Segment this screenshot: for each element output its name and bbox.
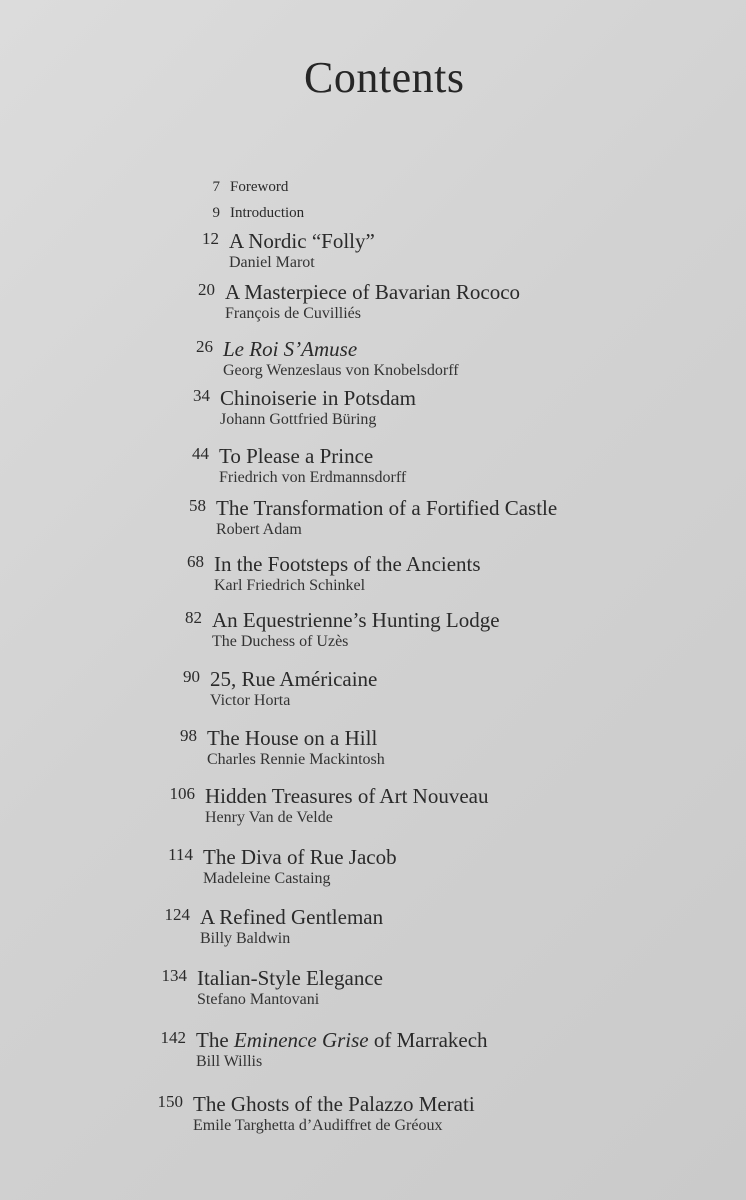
toc-entry <box>160 1028 488 1071</box>
toc-row <box>185 608 500 633</box>
toc-entry <box>185 608 500 651</box>
chapter-title: The Transformation of a Fortified Castle <box>216 496 558 520</box>
chapter-title: Foreword <box>230 179 289 195</box>
page-number: 114 <box>168 845 193 864</box>
author-name: Charles Rennie Mackintosh <box>207 751 385 768</box>
toc-entry <box>193 386 416 429</box>
toc-entry <box>157 1092 475 1135</box>
toc-entry <box>180 726 385 769</box>
chapter-title: Hidden Treasures of Art Nouveau <box>205 784 489 808</box>
toc-entry <box>164 905 384 948</box>
author-name: Johann Gottfried Büring <box>220 411 377 428</box>
toc-row <box>160 1028 488 1053</box>
toc-row <box>180 726 385 751</box>
page-number: 34 <box>193 386 210 405</box>
page-number: 98 <box>180 726 197 745</box>
toc-row <box>198 280 521 305</box>
toc-row <box>187 552 481 577</box>
chapter-title: To Please a Prince <box>219 444 374 468</box>
chapter-title: Introduction <box>230 205 305 221</box>
author-name: Daniel Marot <box>229 254 315 271</box>
author-name: Friedrich von Erdmannsdorff <box>219 469 407 486</box>
page-number: 134 <box>161 966 187 985</box>
chapter-title: A Nordic “Folly” <box>229 229 375 253</box>
chapter-title: Chinoiserie in Potsdam <box>220 386 416 410</box>
toc-entry <box>212 179 289 196</box>
toc-row <box>164 905 384 930</box>
chapter-title: In the Footsteps of the Ancients <box>214 552 481 576</box>
toc-row <box>192 444 406 469</box>
toc-row <box>212 179 289 196</box>
toc-entry <box>187 552 481 595</box>
chapter-title: A Masterpiece of Bavarian Rococo <box>225 280 521 304</box>
page-number: 26 <box>196 337 213 356</box>
author-name: Billy Baldwin <box>200 930 291 947</box>
page-number: 68 <box>187 552 204 571</box>
page-number: 7 <box>212 179 220 195</box>
toc-entry <box>196 337 459 380</box>
toc-row <box>196 337 459 362</box>
author-name: Stefano Mantovani <box>197 991 320 1008</box>
chapter-title: 25, Rue Américaine <box>210 667 378 691</box>
chapter-title: The Ghosts of the Palazzo Merati <box>193 1092 475 1116</box>
page-number: 20 <box>198 280 215 299</box>
toc-row <box>169 784 489 809</box>
toc-entry <box>202 229 375 272</box>
toc-row <box>202 229 375 254</box>
toc-entry <box>198 280 521 323</box>
author-name: Madeleine Castaing <box>203 870 331 887</box>
page-number: 106 <box>169 784 195 803</box>
page-number: 124 <box>164 905 190 924</box>
toc-entry <box>183 667 378 710</box>
toc-row <box>161 966 383 991</box>
chapter-title-prefix: The <box>196 1028 234 1052</box>
chapter-title: The House on a Hill <box>207 726 378 750</box>
page-number: 12 <box>202 229 219 248</box>
toc-entry <box>169 784 489 827</box>
page-number: 142 <box>160 1028 186 1047</box>
chapter-title: Le Roi S’Amuse <box>223 337 358 361</box>
page-number: 82 <box>185 608 202 627</box>
page-number: 58 <box>189 496 206 515</box>
author-name: Robert Adam <box>216 521 302 538</box>
toc-row <box>193 386 416 411</box>
toc-row <box>212 205 305 222</box>
toc-row <box>168 845 397 870</box>
chapter-title: A Refined Gentleman <box>200 905 384 929</box>
toc-entry <box>168 845 397 888</box>
toc-entry <box>212 205 305 222</box>
author-name: Emile Targhetta d’Audiffret de Gréoux <box>193 1117 443 1134</box>
author-name: The Duchess of Uzès <box>212 633 349 650</box>
toc-entry <box>192 444 407 487</box>
chapter-title-suffix: of Marrakech <box>368 1028 488 1052</box>
toc-entry <box>161 966 383 1009</box>
page-number: 90 <box>183 667 200 686</box>
page-number: 9 <box>212 205 220 221</box>
toc-entry <box>189 496 558 539</box>
author-name: François de Cuvilliés <box>225 305 361 322</box>
author-name: Henry Van de Velde <box>205 809 333 826</box>
page-title: Contents <box>304 53 465 102</box>
chapter-title-italic: Eminence Grise <box>233 1028 369 1052</box>
page-number: 44 <box>192 444 209 463</box>
toc-row <box>189 496 558 521</box>
toc-row <box>183 667 378 692</box>
toc-row <box>157 1092 475 1117</box>
page-number: 150 <box>157 1092 183 1111</box>
author-name: Bill Willis <box>196 1053 263 1070</box>
author-name: Victor Horta <box>210 692 291 709</box>
author-name: Karl Friedrich Schinkel <box>214 577 366 594</box>
chapter-title: An Equestrienne’s Hunting Lodge <box>212 608 500 632</box>
author-name: Georg Wenzeslaus von Knobelsdorff <box>223 362 459 379</box>
chapter-title: The Diva of Rue Jacob <box>203 845 397 869</box>
chapter-title <box>196 1028 488 1052</box>
chapter-title: Italian-Style Elegance <box>197 966 383 990</box>
